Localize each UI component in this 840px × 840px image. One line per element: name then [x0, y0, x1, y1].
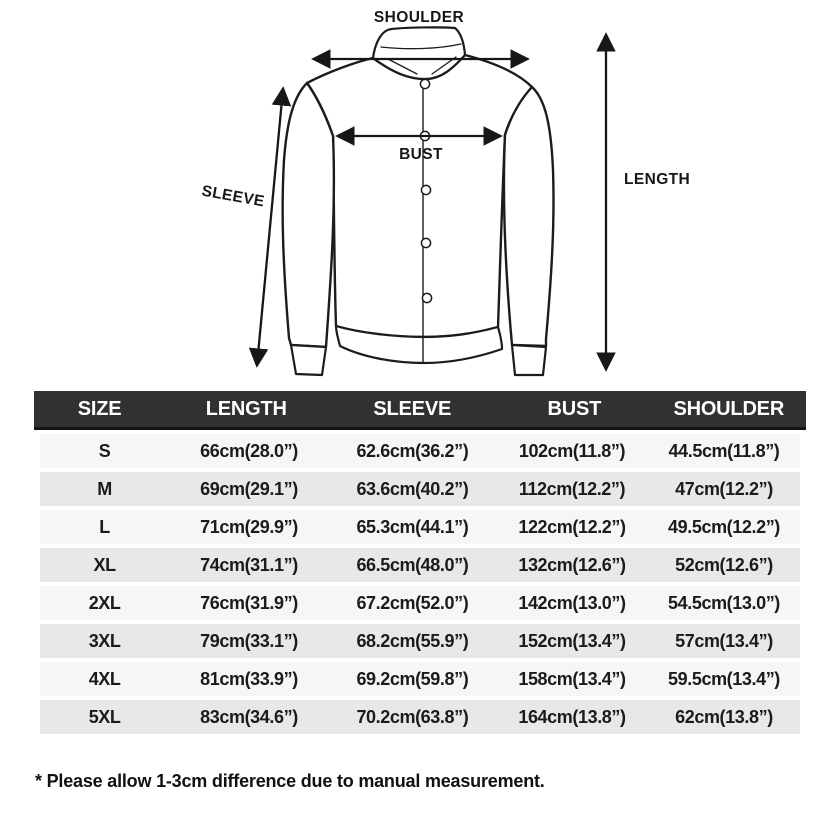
- size-label: 4XL: [88, 668, 121, 689]
- measurement-value: 47cm(12.2”): [675, 478, 773, 499]
- length-label: LENGTH: [624, 171, 691, 188]
- measurement-value: 158cm(13.4”): [518, 668, 626, 689]
- measurement-value: 132cm(12.6”): [518, 554, 626, 575]
- column-header-sleeve: SLEEVE: [373, 397, 452, 420]
- measurement-value: 83cm(34.6”): [200, 706, 298, 727]
- bust-label: BUST: [399, 146, 443, 163]
- measurement-value: 70.2cm(63.8”): [356, 706, 469, 727]
- measurement-value: 71cm(29.9”): [200, 516, 298, 537]
- measurement-value: 59.5cm(13.4”): [668, 668, 780, 689]
- table-row-4xl: [40, 662, 800, 696]
- column-header-length: LENGTH: [205, 397, 287, 420]
- size-label: 2XL: [88, 592, 121, 613]
- measurement-value: 67.2cm(52.0”): [356, 592, 469, 613]
- table-row-s: [40, 434, 800, 468]
- sleeve-label: SLEEVE: [200, 182, 266, 211]
- table-row-m: [40, 472, 800, 506]
- measurement-value: 44.5cm(11.8”): [668, 440, 780, 461]
- column-header-size: SIZE: [77, 397, 122, 420]
- size-label: 3XL: [88, 630, 121, 651]
- table-row-l: [40, 510, 800, 544]
- measurement-value: 57cm(13.4”): [675, 630, 773, 651]
- size-label: M: [97, 478, 112, 499]
- jacket-outline-drawing: [283, 27, 554, 375]
- measurement-disclaimer: * Please allow 1-3cm difference due to manual measurement.: [35, 771, 545, 791]
- measurement-value: 164cm(13.8”): [518, 706, 626, 727]
- measurement-value: 74cm(31.1”): [200, 554, 298, 575]
- measurement-value: 62.6cm(36.2”): [356, 440, 469, 461]
- size-label: S: [98, 440, 111, 461]
- measurement-value: 68.2cm(55.9”): [356, 630, 469, 651]
- measurement-value: 54.5cm(13.0”): [668, 592, 780, 613]
- measurement-value: 66.5cm(48.0”): [356, 554, 469, 575]
- measurement-value: 69cm(29.1”): [200, 478, 298, 499]
- measurement-value: 52cm(12.6”): [675, 554, 773, 575]
- measurement-value: 62cm(13.8”): [675, 706, 773, 727]
- measurement-value: 81cm(33.9”): [200, 668, 298, 689]
- measurement-value: 49.5cm(12.2”): [668, 516, 780, 537]
- measurement-value: 142cm(13.0”): [518, 592, 626, 613]
- size-label: 5XL: [88, 706, 121, 727]
- measurement-value: 102cm(11.8”): [518, 440, 626, 461]
- measurement-value: 63.6cm(40.2”): [356, 478, 469, 499]
- sleeve-arrow: [257, 89, 283, 365]
- measurement-value: 66cm(28.0”): [200, 440, 298, 461]
- column-header-shoulder: SHOULDER: [673, 397, 785, 420]
- measurement-value: 112cm(12.2”): [518, 478, 626, 499]
- shoulder-label: SHOULDER: [373, 9, 465, 26]
- measurement-value: 122cm(12.2”): [518, 516, 626, 537]
- column-header-bust: BUST: [547, 397, 602, 420]
- table-row-xl: [40, 548, 800, 582]
- size-label: L: [99, 516, 110, 537]
- table-row-5xl: [40, 700, 800, 734]
- size-chart-table: [34, 391, 806, 734]
- table-header-row: [34, 391, 806, 430]
- jacket-measurement-diagram: [0, 0, 840, 392]
- table-row-2xl: [40, 586, 800, 620]
- measurement-value: 79cm(33.1”): [200, 630, 298, 651]
- measurement-value: 65.3cm(44.1”): [356, 516, 469, 537]
- measurement-value: 152cm(13.4”): [518, 630, 626, 651]
- table-row-3xl: [40, 624, 800, 658]
- size-label: XL: [93, 554, 116, 575]
- measurement-value: 76cm(31.9”): [200, 592, 298, 613]
- measurement-value: 69.2cm(59.8”): [356, 668, 469, 689]
- table-body: [34, 430, 806, 734]
